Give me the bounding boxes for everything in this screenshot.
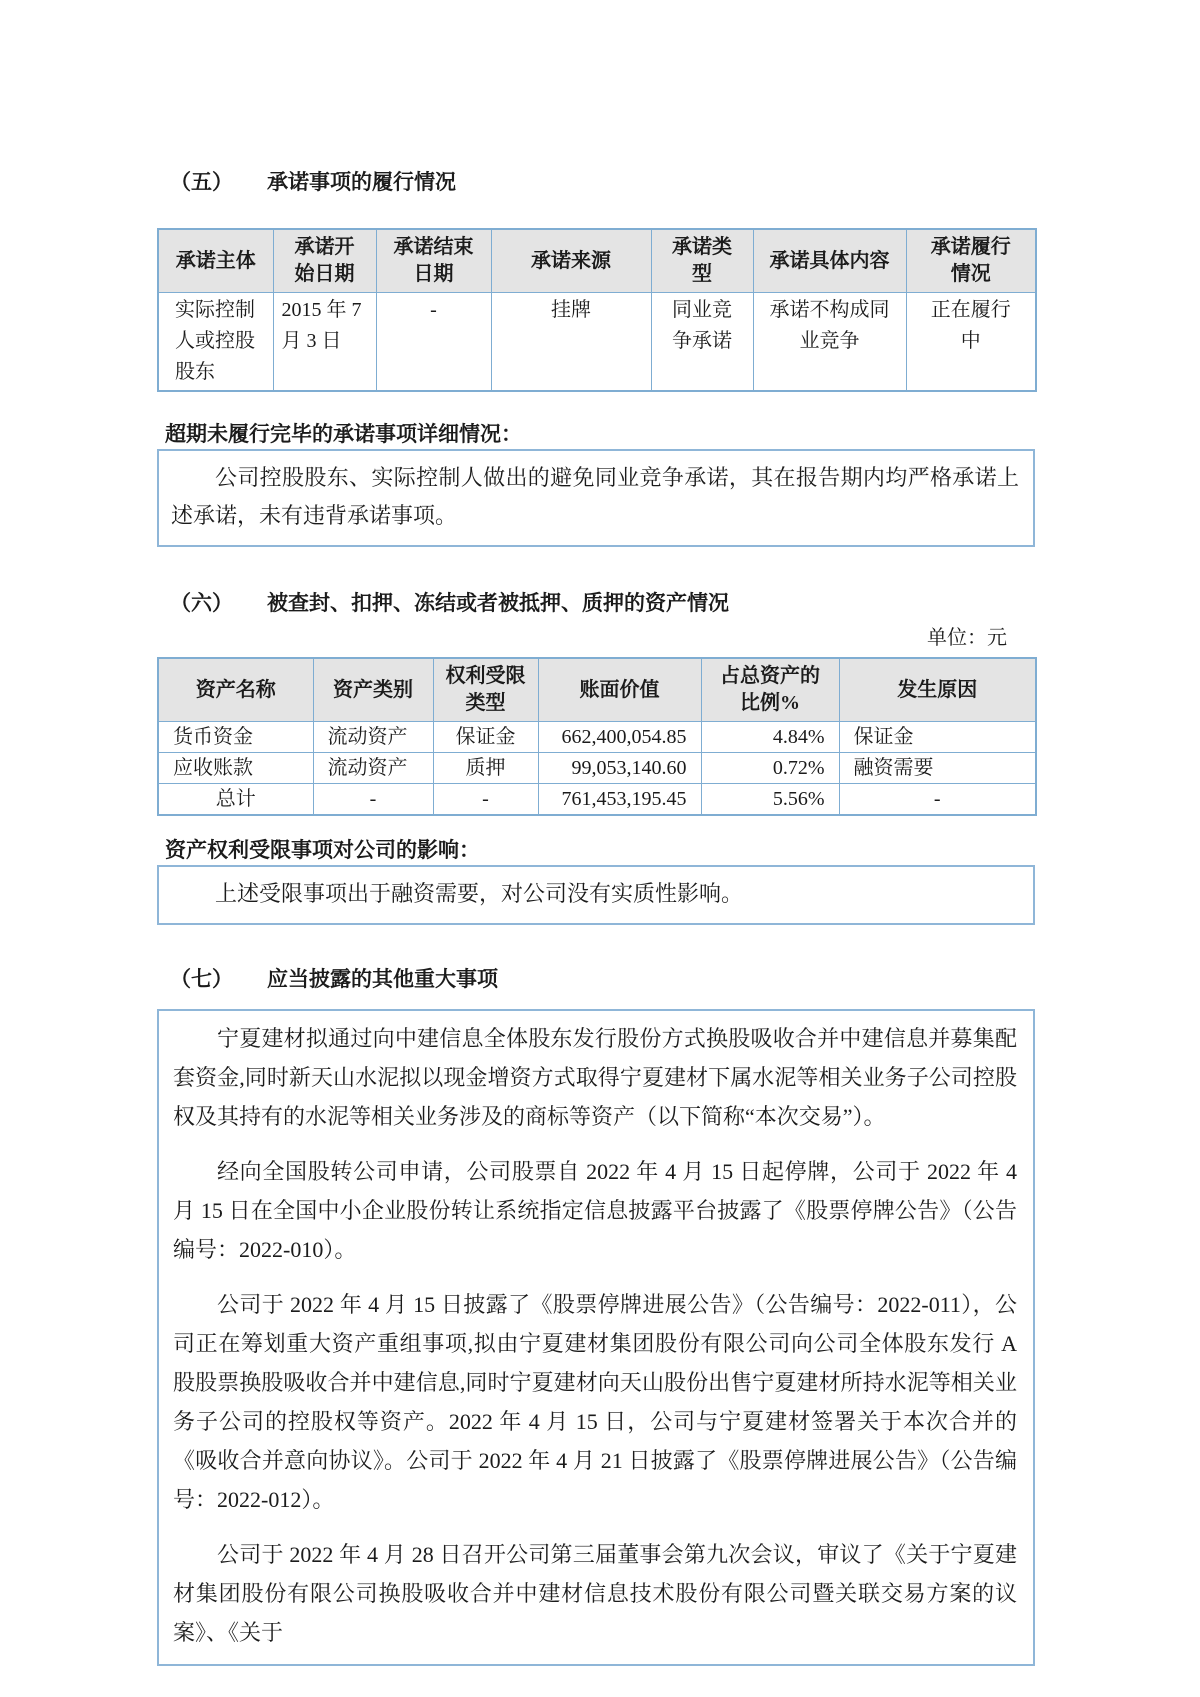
restriction-impact-text: 上述受限事项出于融资需要，对公司没有实质性影响。 xyxy=(215,881,744,906)
cell-ratio: 5.56% xyxy=(701,784,839,816)
commitments-table-header xyxy=(158,229,1036,293)
column-header: 发生原因 xyxy=(839,658,1036,722)
section-6-number: （六） xyxy=(170,591,233,615)
cell-book-value: 761,453,195.45 xyxy=(538,784,701,816)
cell-reason: 融资需要 xyxy=(839,753,1036,784)
cell-total-label: 总计 xyxy=(158,784,313,816)
column-header: 资产名称 xyxy=(158,658,313,722)
column-header: 占总资产的比例% xyxy=(701,658,839,722)
cell-commit-content: 承诺不构成同业竞争 xyxy=(753,293,906,392)
cell-commit-start-date: 2015 年 7 月 3 日 xyxy=(273,293,376,392)
cell-commit-end-date: - xyxy=(376,293,491,392)
cell-commit-status: 正在履行中 xyxy=(906,293,1036,392)
overdue-commitments-box xyxy=(157,449,1035,547)
table-row xyxy=(158,722,1036,753)
cell-commit-subject: 实际控制人或控股股东 xyxy=(158,293,273,392)
section-other-major-matters xyxy=(157,967,1035,1666)
table-row xyxy=(158,293,1036,392)
column-header: 账面价值 xyxy=(538,658,701,722)
cell-restriction-type: - xyxy=(433,784,538,816)
cell-restriction-type: 质押 xyxy=(433,753,538,784)
column-header: 承诺结束日期 xyxy=(376,229,491,293)
cell-commit-type: 同业竞争承诺 xyxy=(651,293,753,392)
cell-commit-source: 挂牌 xyxy=(491,293,651,392)
restriction-impact-label: 资产权利受限事项对公司的影响： xyxy=(165,838,480,862)
column-header: 承诺来源 xyxy=(491,229,651,293)
cell-reason: 保证金 xyxy=(839,722,1036,753)
restriction-impact-box xyxy=(157,865,1035,925)
cell-ratio: 0.72% xyxy=(701,753,839,784)
section-6-heading xyxy=(157,591,1035,615)
column-header: 承诺类型 xyxy=(651,229,753,293)
commitments-table xyxy=(157,228,1037,392)
disclosure-paragraph: 宁夏建材拟通过向中建信息全体股东发行股份方式换股吸收合并中建信息并募集配套资金,同时新天山水泥拟以现金增资方式取得宁夏建材下属水泥等相关业务子公司控股权及其持有的水泥等相关业务涉及的商标等资产（以下简称“本次交易”）。 xyxy=(173,1026,1017,1129)
restricted-assets-table-header xyxy=(158,658,1036,722)
section-5-heading xyxy=(157,170,1035,194)
column-header: 资产类别 xyxy=(313,658,433,722)
section-restricted-assets xyxy=(157,591,1035,925)
disclosure-paragraph: 经向全国股转公司申请，公司股票自 2022 年 4 月 15 日起停牌，公司于 2022 年 4 月 15 日在全国中小企业股份转让系统指定信息披露平台披露了《股票停牌公告》（公告编号：2022-010）。 xyxy=(173,1159,1017,1262)
cell-asset-name: 货币资金 xyxy=(158,722,313,753)
section-6-title: 被查封、扣押、冻结或者被抵押、质押的资产情况 xyxy=(267,591,729,615)
other-major-matters-box xyxy=(157,1009,1035,1666)
restricted-assets-table xyxy=(157,657,1037,816)
unit-label: 单位：元 xyxy=(927,627,1007,649)
cell-reason: - xyxy=(839,784,1036,816)
column-header: 权利受限类型 xyxy=(433,658,538,722)
cell-book-value: 99,053,140.60 xyxy=(538,753,701,784)
table-row-total xyxy=(158,784,1036,816)
section-7-title: 应当披露的其他重大事项 xyxy=(267,967,498,991)
disclosure-paragraph: 公司于 2022 年 4 月 15 日披露了《股票停牌进展公告》（公告编号：2022-011），公司正在筹划重大资产重组事项,拟由宁夏建材集团股份有限公司向公司全体股东发行 A 股股票换股吸收合并中建信息,同时宁夏建材向天山股份出售宁夏建材所持水泥等相关业务子公司的控股权等资产。2022 年 4 月 15 日，公司与宁夏建材签署关于本次合并的《吸收合并意向协议》。公司于 2022 年 4 月 21 日披露了《股票停牌进展公告》（公告编号：2022-012）。 xyxy=(173,1292,1017,1512)
cell-asset-class: 流动资产 xyxy=(313,753,433,784)
cell-book-value: 662,400,054.85 xyxy=(538,722,701,753)
cell-asset-class: 流动资产 xyxy=(313,722,433,753)
section-7-number: （七） xyxy=(170,967,233,991)
cell-asset-name: 应收账款 xyxy=(158,753,313,784)
overdue-commitments-text: 公司控股股东、实际控制人做出的避免同业竞争承诺，其在报告期内均严格承诺上述承诺，未有违背承诺事项。 xyxy=(171,465,1019,528)
cell-ratio: 4.84% xyxy=(701,722,839,753)
section-5-title: 承诺事项的履行情况 xyxy=(267,170,456,194)
section-5-number: （五） xyxy=(170,170,233,194)
column-header: 承诺主体 xyxy=(158,229,273,293)
overdue-commitments-label: 超期未履行完毕的承诺事项详细情况： xyxy=(165,422,522,446)
section-commitments xyxy=(157,170,1035,547)
table-row xyxy=(158,753,1036,784)
column-header: 承诺履行情况 xyxy=(906,229,1036,293)
cell-asset-class: - xyxy=(313,784,433,816)
disclosure-paragraph: 公司于 2022 年 4 月 28 日召开公司第三届董事会第九次会议，审议了《关于宁夏建材集团股份有限公司换股吸收合并中建材信息技术股份有限公司暨关联交易方案的议案》、《关于 xyxy=(173,1542,1017,1645)
column-header: 承诺具体内容 xyxy=(753,229,906,293)
column-header: 承诺开始日期 xyxy=(273,229,376,293)
section-7-heading xyxy=(157,967,1035,991)
cell-restriction-type: 保证金 xyxy=(433,722,538,753)
